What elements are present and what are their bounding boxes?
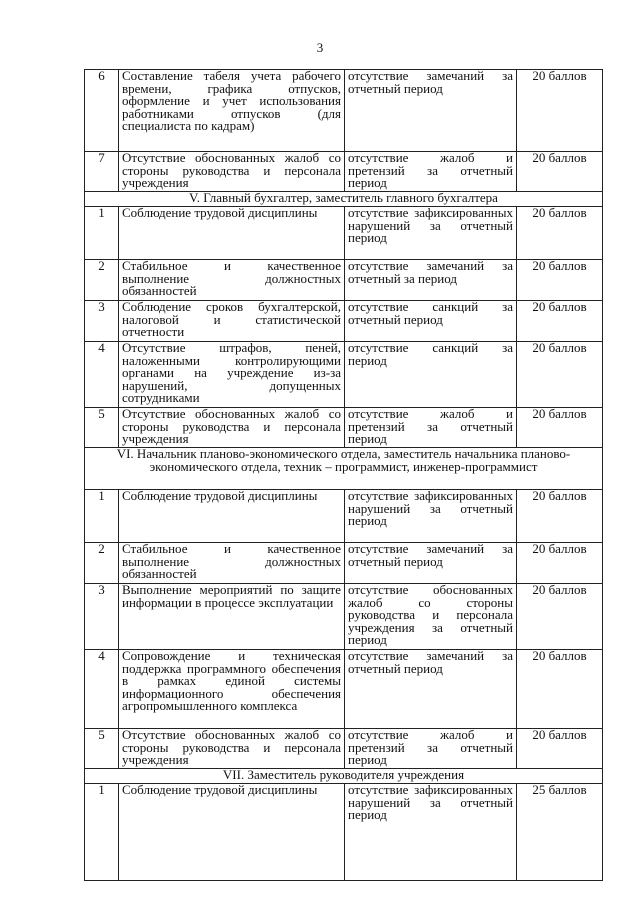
table-row xyxy=(85,408,603,448)
table-row xyxy=(85,490,603,543)
indicator-name: Соблюдение трудовой дисциплины xyxy=(119,490,345,543)
points-value: 20 баллов xyxy=(517,70,603,152)
indicator-name: Соблюдение трудовой дисциплины xyxy=(119,784,345,881)
row-number: 5 xyxy=(85,729,119,769)
row-number: 6 xyxy=(85,70,119,152)
section-title: VI. Начальник планово-экономического отдела, заместитель начальника планово-экономического отдела, техник – программист, инженер-программист xyxy=(85,448,603,490)
points-value: 25 баллов xyxy=(517,784,603,881)
table-row xyxy=(85,543,603,584)
table-row xyxy=(85,584,603,650)
row-number: 5 xyxy=(85,408,119,448)
points-value: 20 баллов xyxy=(517,543,603,584)
row-number: 1 xyxy=(85,784,119,881)
table-row xyxy=(85,301,603,342)
criterion-text: отсутствие зафиксированных нарушений за отчетный период xyxy=(345,490,517,543)
points-value: 20 баллов xyxy=(517,729,603,769)
table-row xyxy=(85,152,603,192)
table-row xyxy=(85,207,603,260)
points-value: 20 баллов xyxy=(517,584,603,650)
row-number: 2 xyxy=(85,543,119,584)
indicator-name: Соблюдение трудовой дисциплины xyxy=(119,207,345,260)
section-title: VII. Заместитель руководителя учреждения xyxy=(85,769,603,784)
table-row xyxy=(85,260,603,301)
points-value: 20 баллов xyxy=(517,650,603,729)
points-value: 20 баллов xyxy=(517,490,603,543)
criterion-text: отсутствие санкций за период xyxy=(345,342,517,408)
criterion-text: отсутствие зафиксированных нарушений за отчетный период xyxy=(345,784,517,881)
row-number: 4 xyxy=(85,650,119,729)
points-value: 20 баллов xyxy=(517,301,603,342)
criterion-text: отсутствие замечаний за отчетный период xyxy=(345,543,517,584)
criterion-text: отсутствие замечаний за отчетный период xyxy=(345,70,517,152)
row-number: 3 xyxy=(85,301,119,342)
table-row xyxy=(85,650,603,729)
criterion-text: отсутствие жалоб и претензий за отчетный период xyxy=(345,408,517,448)
points-value: 20 баллов xyxy=(517,207,603,260)
criterion-text: отсутствие санкций за отчетный период xyxy=(345,301,517,342)
row-number: 1 xyxy=(85,490,119,543)
row-number: 3 xyxy=(85,584,119,650)
indicator-name: Сопровождение и техническая поддержка программного обеспечения в рамках единой системы информационного обеспечения агропромышленного комплекса xyxy=(119,650,345,729)
criterion-text: отсутствие зафиксированных нарушений за отчетный период xyxy=(345,207,517,260)
table-row xyxy=(85,784,603,881)
indicator-name: Стабильное и качественное выполнение должностных обязанностей xyxy=(119,543,345,584)
criterion-text: отсутствие замечаний за отчетный период xyxy=(345,650,517,729)
criterion-text: отсутствие обоснованных жалоб со стороны руководства и персонала учреждения за отчетный период xyxy=(345,584,517,650)
points-value: 20 баллов xyxy=(517,260,603,301)
table-row xyxy=(85,729,603,769)
indicator-name: Выполнение мероприятий по защите информации в процессе эксплуатации xyxy=(119,584,345,650)
table-row xyxy=(85,70,603,152)
row-number: 7 xyxy=(85,152,119,192)
points-value: 20 баллов xyxy=(517,152,603,192)
indicator-name: Отсутствие обоснованных жалоб со стороны руководства и персонала учреждения xyxy=(119,408,345,448)
indicator-name: Составление табеля учета рабочего времени, графика отпусков, оформление и учет использования работниками отпусков (для специалиста по кадрам) xyxy=(119,70,345,152)
row-number: 1 xyxy=(85,207,119,260)
page-number: 3 xyxy=(316,40,324,55)
criterion-text: отсутствие жалоб и претензий за отчетный период xyxy=(345,152,517,192)
indicator-name: Стабильное и качественное выполнение должностных обязанностей xyxy=(119,260,345,301)
criterion-text: отсутствие жалоб и претензий за отчетный период xyxy=(345,729,517,769)
indicator-name: Отсутствие обоснованных жалоб со стороны руководства и персонала учреждения xyxy=(119,152,345,192)
section-title: V. Главный бухгалтер, заместитель главного бухгалтера xyxy=(85,192,603,207)
row-number: 2 xyxy=(85,260,119,301)
row-number: 4 xyxy=(85,342,119,408)
indicator-name: Соблюдение сроков бухгалтерской, налоговой и статистической отчетности xyxy=(119,301,345,342)
points-value: 20 баллов xyxy=(517,408,603,448)
table-row xyxy=(85,342,603,408)
criterion-text: отсутствие замечаний за отчетный за период xyxy=(345,260,517,301)
indicator-name: Отсутствие обоснованных жалоб со стороны руководства и персонала учреждения xyxy=(119,729,345,769)
section-header-row xyxy=(85,448,603,490)
indicator-name: Отсутствие штрафов, пеней, наложенными контролирующими органами на учреждение из-за нарушений, допущенных сотрудниками xyxy=(119,342,345,408)
points-value: 20 баллов xyxy=(517,342,603,408)
criteria-table xyxy=(84,69,603,881)
